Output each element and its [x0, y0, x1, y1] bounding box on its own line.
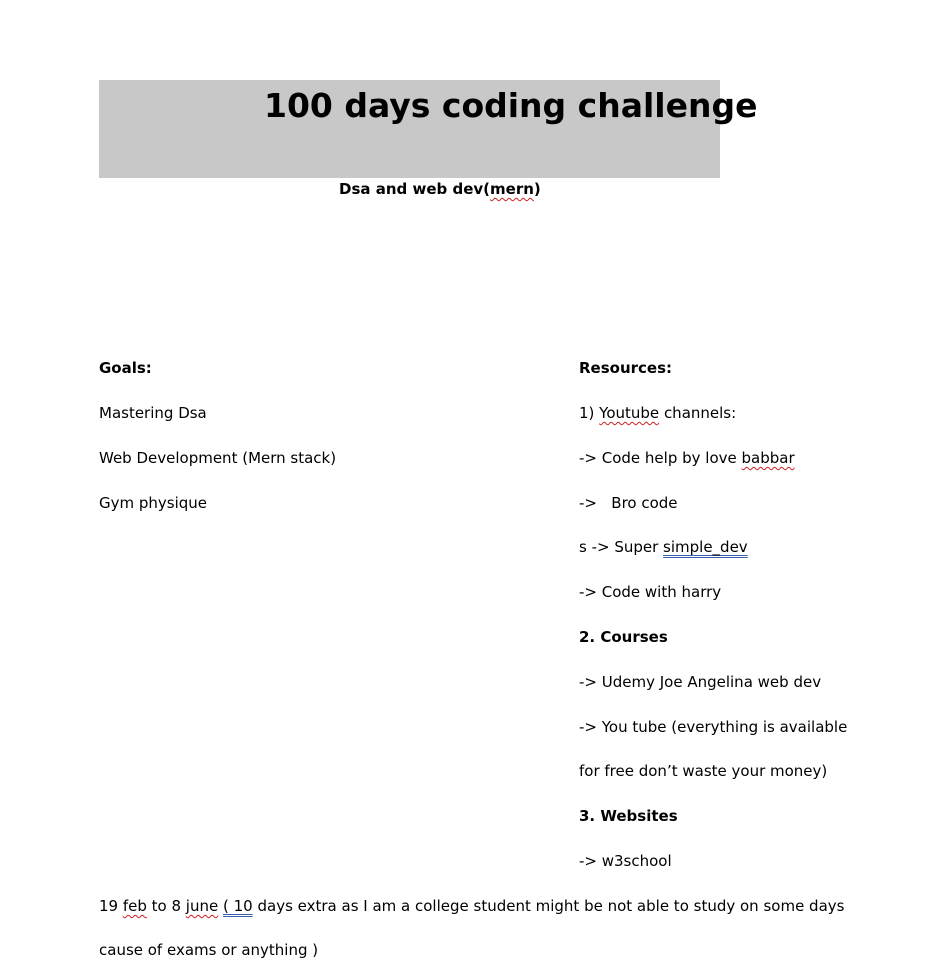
footer-line2: cause of exams or anything ) — [99, 941, 319, 959]
resource-code-help — [579, 447, 795, 469]
resource-code-with-harry: -> Code with harry — [579, 583, 722, 601]
resource-youtube-free-line1: -> You tube (everything is available — [579, 718, 848, 736]
goals-heading: Goals: — [99, 359, 152, 377]
feb-word-misspelled: feb — [122, 897, 147, 915]
goal-item: Gym physique — [99, 494, 208, 512]
resource-w3school: -> w3school — [579, 852, 672, 870]
footer-part1: 19 — [99, 897, 123, 915]
babbar-word-misspelled: babbar — [741, 449, 795, 467]
simple-dev-prefix: s -> Super — [579, 538, 664, 556]
goal-item: Mastering Dsa — [99, 404, 207, 422]
footer-part4: days extra as I am a college student might be not able to study on some days — [252, 897, 845, 915]
youtube-number: 1) — [579, 404, 600, 422]
youtube-word-misspelled: Youtube — [599, 404, 660, 422]
document-title: 100 days coding challenge — [264, 86, 758, 125]
june-word-misspelled: june — [185, 897, 219, 915]
subtitle-suffix: ) — [533, 180, 541, 198]
resource-youtube-channels — [579, 402, 736, 424]
websites-heading: 3. Websites — [579, 807, 678, 825]
youtube-rest: channels: — [659, 404, 737, 422]
ten-word-flagged: ( 10 — [223, 897, 253, 915]
goal-item: Web Development (Mern stack) — [99, 449, 337, 467]
footer-line1 — [99, 895, 844, 917]
subtitle-word-misspelled: mern — [490, 180, 534, 198]
resource-bro-code: -> Bro code — [579, 494, 678, 512]
footer-part2: to 8 — [146, 897, 186, 915]
document-subtitle — [339, 178, 541, 200]
resource-simple-dev — [579, 536, 748, 558]
resources-heading: Resources: — [579, 359, 673, 377]
resource-udemy: -> Udemy Joe Angelina web dev — [579, 673, 822, 691]
code-help-prefix: -> Code help by love — [579, 449, 742, 467]
resource-youtube-free-line2: for free don’t waste your money) — [579, 762, 828, 780]
simple-dev-word-flagged: simple_dev — [663, 538, 748, 556]
courses-heading: 2. Courses — [579, 628, 668, 646]
subtitle-prefix: Dsa and web dev( — [339, 180, 491, 198]
